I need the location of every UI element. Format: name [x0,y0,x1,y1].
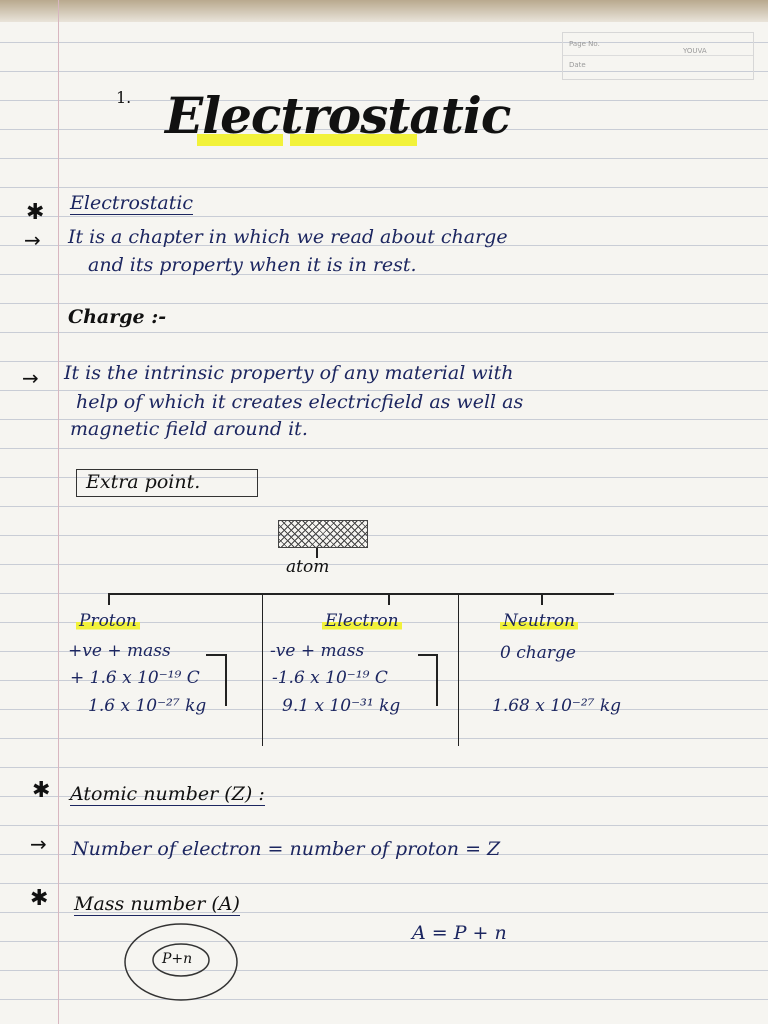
page-no-label: Page No. [569,40,600,48]
arrow-icon: → [30,832,47,856]
charge-line-3: magnetic field around it. [70,418,308,440]
proton-line-2: + 1.6 x 10⁻¹⁹ C [70,668,200,688]
proton-line-1: +ve + mass [68,641,171,661]
intro-line-2: and its property when it is in rest. [88,254,417,276]
hatched-block [278,520,368,548]
neutron-heading: Neutron [500,611,578,631]
bracket-line [206,654,226,656]
tree-branch [541,593,543,605]
chapter-number: 1. [116,88,132,107]
proton-heading: Proton [76,611,140,631]
electron-line-2: -1.6 x 10⁻¹⁹ C [272,668,388,688]
column-divider [262,593,263,746]
bullet-star-icon: ✱ [26,200,45,225]
mass-number-heading: Mass number (A) [74,893,240,915]
charge-heading: Charge :- [68,306,167,328]
circled-formula-text: P+n [162,951,193,967]
tree-branch [388,593,390,605]
bullet-star-icon: ✱ [30,886,49,911]
proton-line-3: 1.6 x 10⁻²⁷ kg [88,696,207,716]
intro-heading: Electrostatic [70,192,194,214]
margin-line [58,0,59,1024]
mass-number-formula: A = P + n [412,922,507,944]
page-top-edge [0,0,768,22]
date-label: Date [569,61,586,69]
bracket-line [436,654,438,706]
tree-branch [108,593,110,605]
electron-line-1: -ve + mass [270,641,365,661]
electron-line-3: 9.1 x 10⁻³¹ kg [282,696,401,716]
arrow-icon: → [22,366,39,390]
neutron-line-1: 0 charge [500,643,576,663]
bracket-line [225,654,227,706]
bullet-star-icon: ✱ [32,778,51,803]
atomic-number-line: Number of electron = number of proton = Z [72,838,501,860]
electron-heading: Electron [322,611,402,631]
neutron-line-3: 1.68 x 10⁻²⁷ kg [492,696,622,716]
brand-label: YOUVA [683,47,707,55]
page-title: Electrostatic [165,86,511,145]
atomic-number-heading: Atomic number (Z) : [70,783,265,805]
atom-label: atom [286,557,330,577]
intro-line-1: It is a chapter in which we read about charge [68,226,508,248]
arrow-icon: → [24,228,41,252]
column-divider [458,593,459,746]
page-header-box [562,32,754,80]
bracket-line [418,654,437,656]
charge-line-1: It is the intrinsic property of any material with [64,362,514,384]
extra-point-label: Extra point. [86,471,201,493]
tree-bar [108,593,614,595]
charge-line-2: help of which it creates electricfield as well as [76,391,524,413]
